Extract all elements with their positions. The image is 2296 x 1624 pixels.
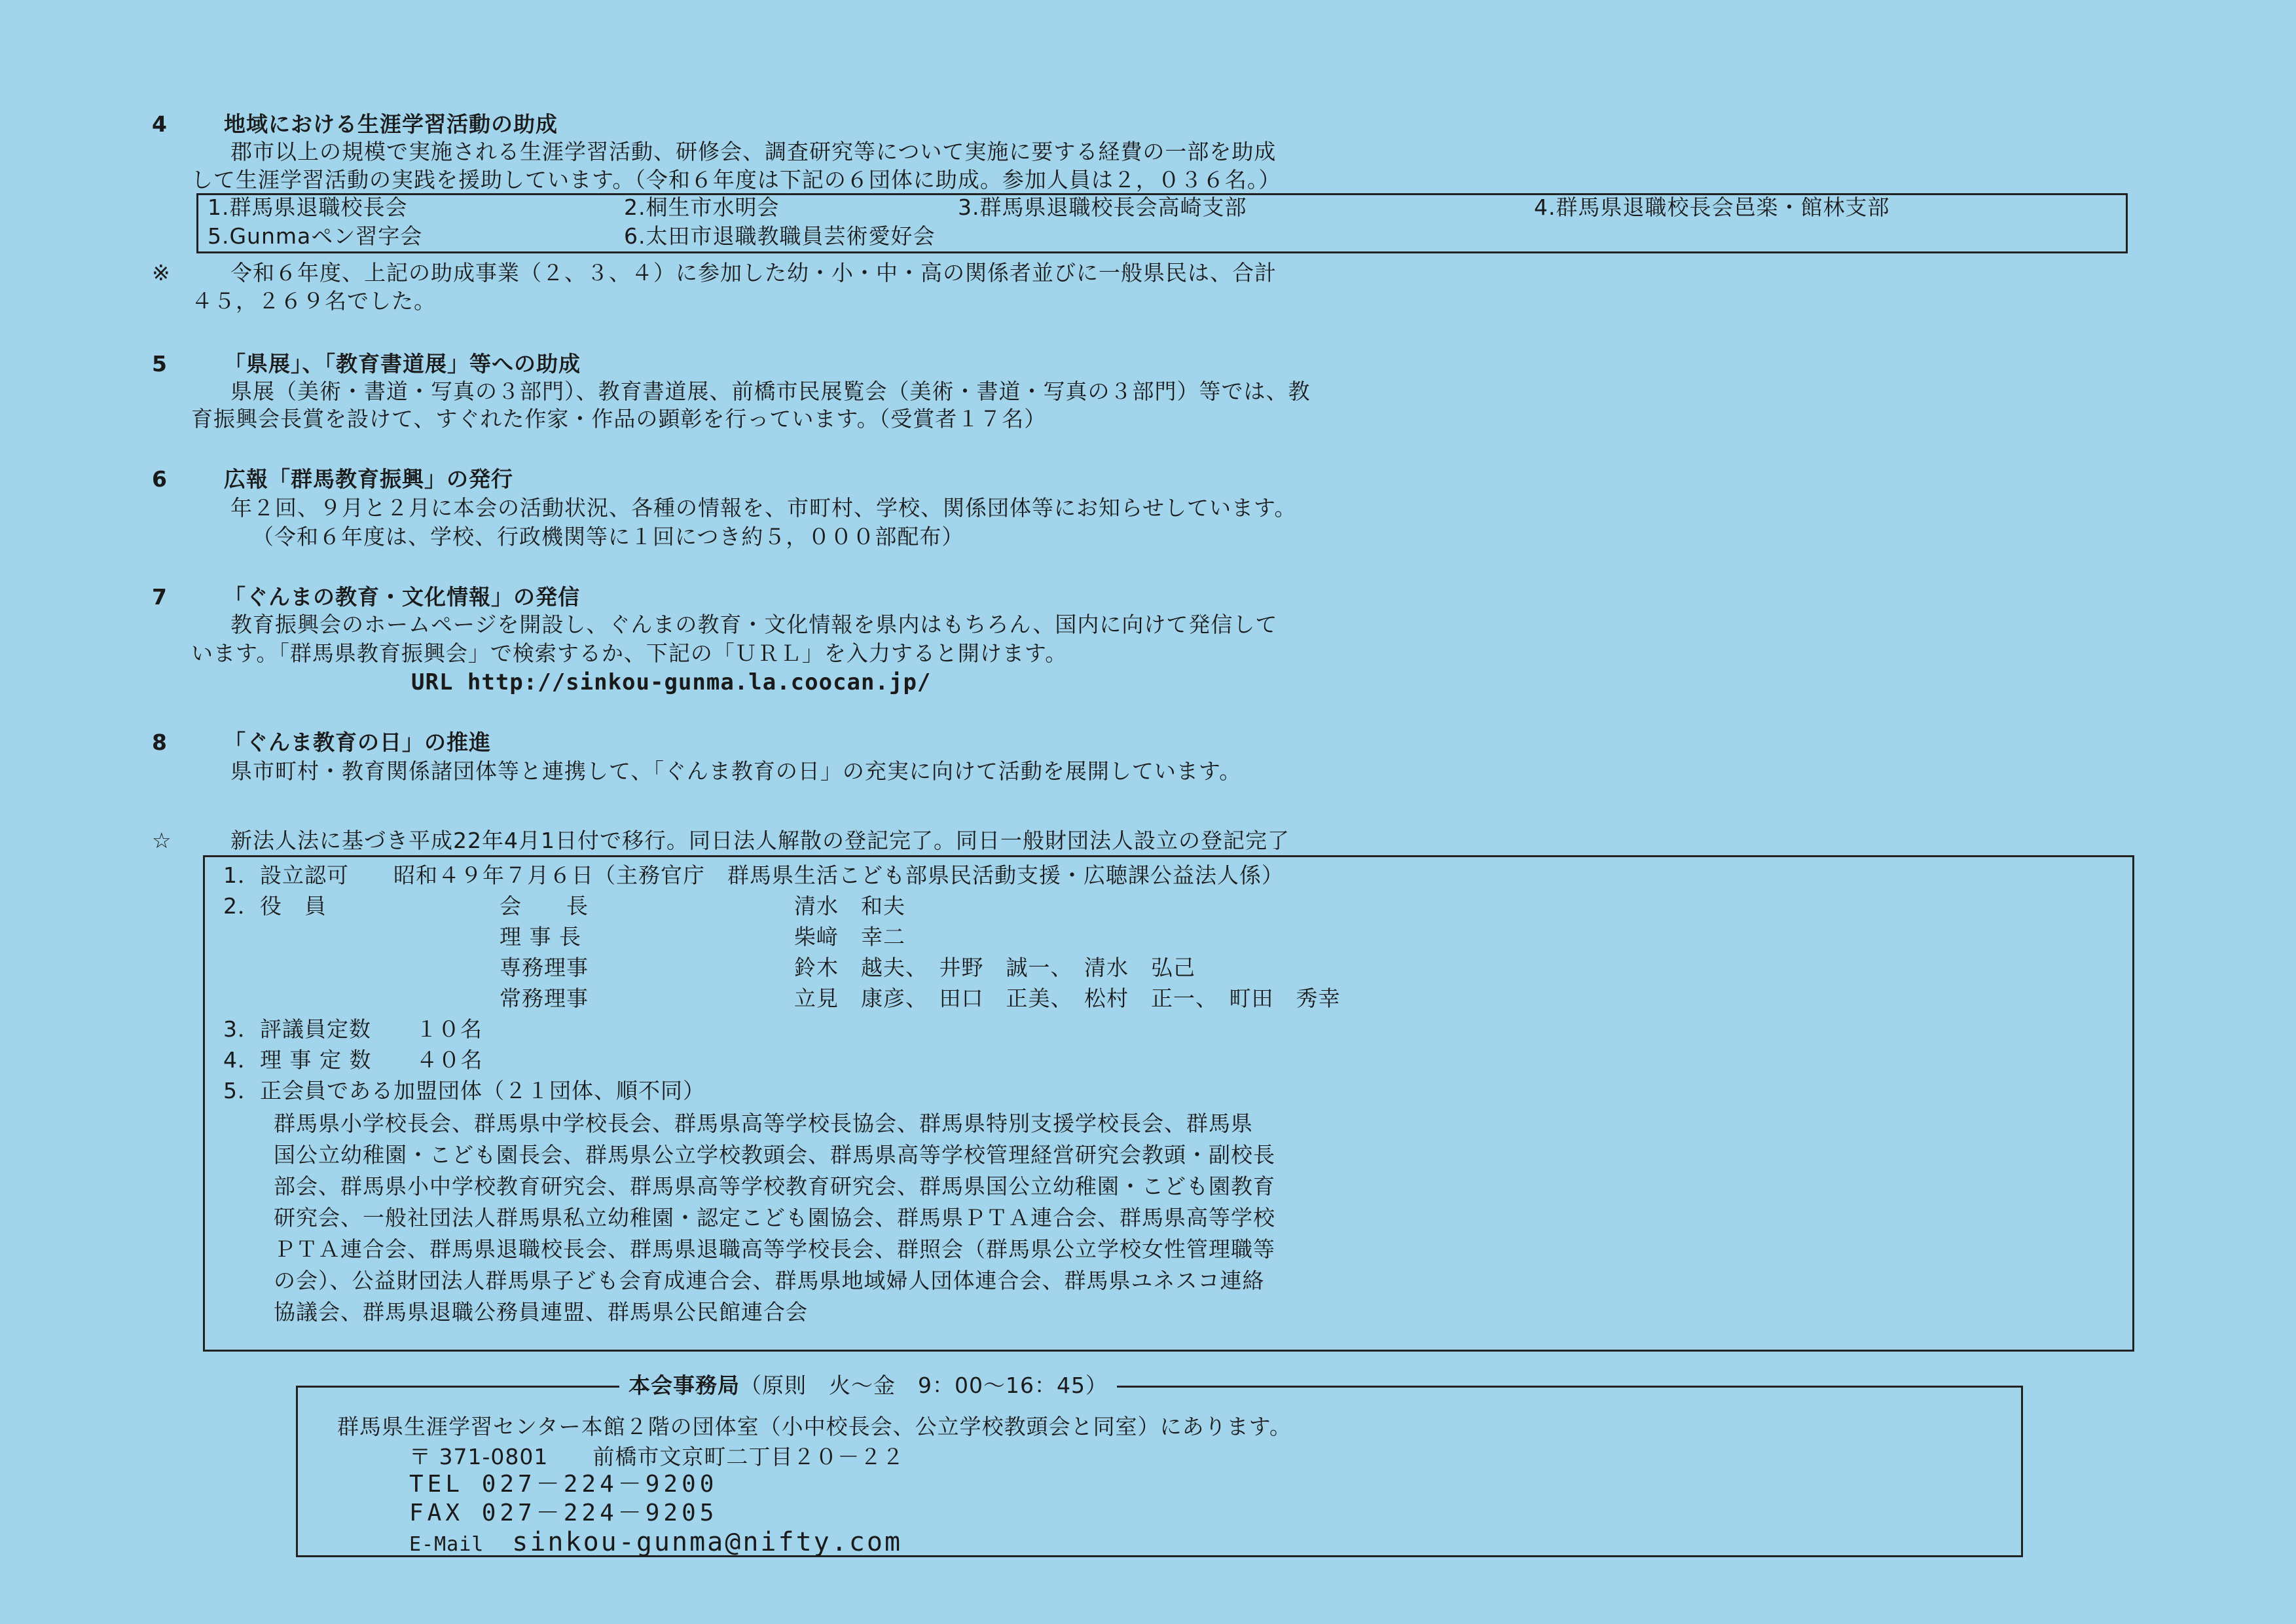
corporation-intro: 新法人法に基づき平成22年4月1日付で移行。同日法人解散の登記完了。同日一般財団法人設立の登記完了: [230, 828, 1290, 853]
section-5-heading: [152, 350, 581, 378]
office-email-row: [409, 1528, 902, 1559]
section-title: 「県展」、「教育書道展」等への助成: [224, 351, 581, 377]
star-mark: ☆: [152, 828, 172, 853]
section-title: 地域における生涯学習活動の助成: [224, 111, 558, 137]
role-names: 柴﨑 幸二: [794, 924, 905, 950]
grant-org-box: [196, 193, 2128, 253]
org-item: 4.群馬県退職校長会邑楽・館林支部: [1534, 194, 1890, 220]
section-7-text: 教育振興会のホームページを開設し、ぐんまの教育・文化情報を県内はもちろん、国内に向けて発信して: [230, 612, 1278, 637]
officers-heading: 2．役 員: [223, 893, 327, 919]
section-5-text: 育振興会長賞を設けて、すぐれた作家・作品の顕彰を行っています。（受賞者１７名）: [191, 406, 1047, 432]
office-address: 〒 371-0801 前橋市文京町二丁目２０－２２: [409, 1444, 905, 1469]
office-hours: （原則 火～金 9：00～16：45）: [740, 1373, 1108, 1398]
member-groups-line: 群馬県小学校長会、群馬県中学校長会、群馬県高等学校長協会、群馬県特別支援学校長会、群馬県: [274, 1111, 1253, 1136]
role-names: 清水 和夫: [794, 893, 905, 919]
org-item: 3.群馬県退職校長会高崎支部: [958, 194, 1247, 220]
role-names: 鈴木 越夫、 井野 誠一、 清水 弘己: [794, 955, 1195, 980]
member-groups-line: の会）、公益財団法人群馬県子ども会育成連合会、群馬県地域婦人団体連合会、群馬県ユネスコ連絡: [274, 1268, 1265, 1293]
org-item: 1.群馬県退職校長会: [208, 194, 408, 220]
section-number: 5: [152, 351, 168, 377]
member-groups-line: 協議会、群馬県退職公務員連盟、群馬県公民館連合会: [274, 1299, 808, 1325]
office-title: [619, 1371, 1117, 1400]
note-text: 令和６年度、上記の助成事業（２、３、４）に参加した幼・小・中・高の関係者並びに一般県民は、合計: [230, 260, 1277, 286]
councilor-count: 3．評議員定数 １０名: [223, 1016, 483, 1042]
section-title: 「ぐんま教育の日」の推進: [224, 729, 491, 755]
email-label: E-Mail: [409, 1533, 484, 1556]
section-6-text: （令和６年度は、学校、行政機関等に１回につき約５，０００部配布）: [252, 524, 964, 549]
section-7-heading: [152, 583, 580, 612]
member-groups-line: 研究会、一般社団法人群馬県私立幼稚園・認定こども園協会、群馬県ＰＴＡ連合会、群馬県高等学校: [274, 1205, 1275, 1230]
section-4-heading: [152, 110, 558, 139]
section-number: 4: [152, 111, 168, 137]
section-8-heading: [152, 728, 491, 757]
office-tel: TEL 027－224－9200: [409, 1471, 718, 1498]
homepage-url[interactable]: URL http://sinkou-gunma.la.coocan.jp/: [411, 669, 932, 695]
office-fax: FAX 027－224－9205: [409, 1500, 718, 1526]
section-number: 7: [152, 584, 168, 610]
section-8-text: 県市町村・教育関係諸団体等と連携して、「ぐんま教育の日」の充実に向けて活動を展開しています。: [230, 758, 1242, 784]
section-7-text: います。「群馬県教育振興会」で検索するか、下記の「ＵＲＬ」を入力すると開けます。: [191, 640, 1068, 666]
role-title: 理 事 長: [500, 924, 581, 950]
member-groups-heading: 5．正会員である加盟団体（２１団体、順不同）: [223, 1078, 705, 1103]
section-6-text: 年２回、９月と２月に本会の活動状況、各種の情報を、市町村、学校、関係団体等にお知らせしています。: [230, 495, 1297, 521]
org-item: 5.Gunmaペン習字会: [208, 223, 423, 249]
org-item: 6.太田市退職教職員芸術愛好会: [624, 223, 936, 249]
office-box: [296, 1386, 2023, 1557]
office-location: 群馬県生涯学習センター本館２階の団体室（小中校長会、公立学校教頭会と同室）にあります。: [337, 1414, 1292, 1439]
member-groups-line: 部会、群馬県小中学校教育研究会、群馬県高等学校教育研究会、群馬県国公立幼稚園・こども園教育: [274, 1173, 1275, 1199]
org-item: 2.桐生市水明会: [624, 194, 780, 220]
note-text: ４５，２６９名でした。: [191, 288, 436, 314]
role-title: 専務理事: [500, 955, 589, 980]
member-groups-line: 国公立幼稚園・こども園長会、群馬県公立学校教頭会、群馬県高等学校管理経営研究会教頭・副校長: [274, 1142, 1275, 1168]
director-count: 4．理 事 定 数 ４０名: [223, 1047, 483, 1073]
role-names: 立見 康彦、 田口 正美、 松村 正一、 町田 秀幸: [794, 986, 1341, 1011]
section-5-text: 県展（美術・書道・写真の３部門）、教育書道展、前橋市民展覧会（美術・書道・写真の３部門）等では、教: [230, 378, 1311, 404]
founding-row: 1．設立認可 昭和４９年７月６日（主務官庁 群馬県生活こども部県民活動支援・広聴課公益法人係）: [223, 862, 1284, 888]
member-groups-line: ＰＴＡ連合会、群馬県退職校長会、群馬県退職高等学校長会、群照会（群馬県公立学校女性管理職等: [274, 1236, 1275, 1262]
email-address[interactable]: sinkou-gunma@nifty.com: [512, 1527, 903, 1557]
section-title: 広報「群馬教育振興」の発行: [224, 466, 513, 492]
section-number: 8: [152, 729, 168, 755]
section-number: 6: [152, 466, 168, 492]
section-6-heading: [152, 465, 513, 494]
role-title: 会 長: [500, 893, 589, 919]
section-4-text: 郡市以上の規模で実施される生涯学習活動、研修会、調査研究等について実施に要する経費の一部を助成: [230, 139, 1277, 164]
section-title: 「ぐんまの教育・文化情報」の発信: [224, 584, 580, 610]
office-title-text: 本会事務局: [629, 1373, 740, 1398]
role-title: 常務理事: [500, 986, 589, 1011]
corporation-info-box: [203, 855, 2134, 1352]
section-4-text: して生涯学習活動の実践を援助しています。（令和６年度は下記の６団体に助成。参加人員は２，０３６名。）: [191, 167, 1281, 193]
note-mark: ※: [152, 260, 171, 286]
